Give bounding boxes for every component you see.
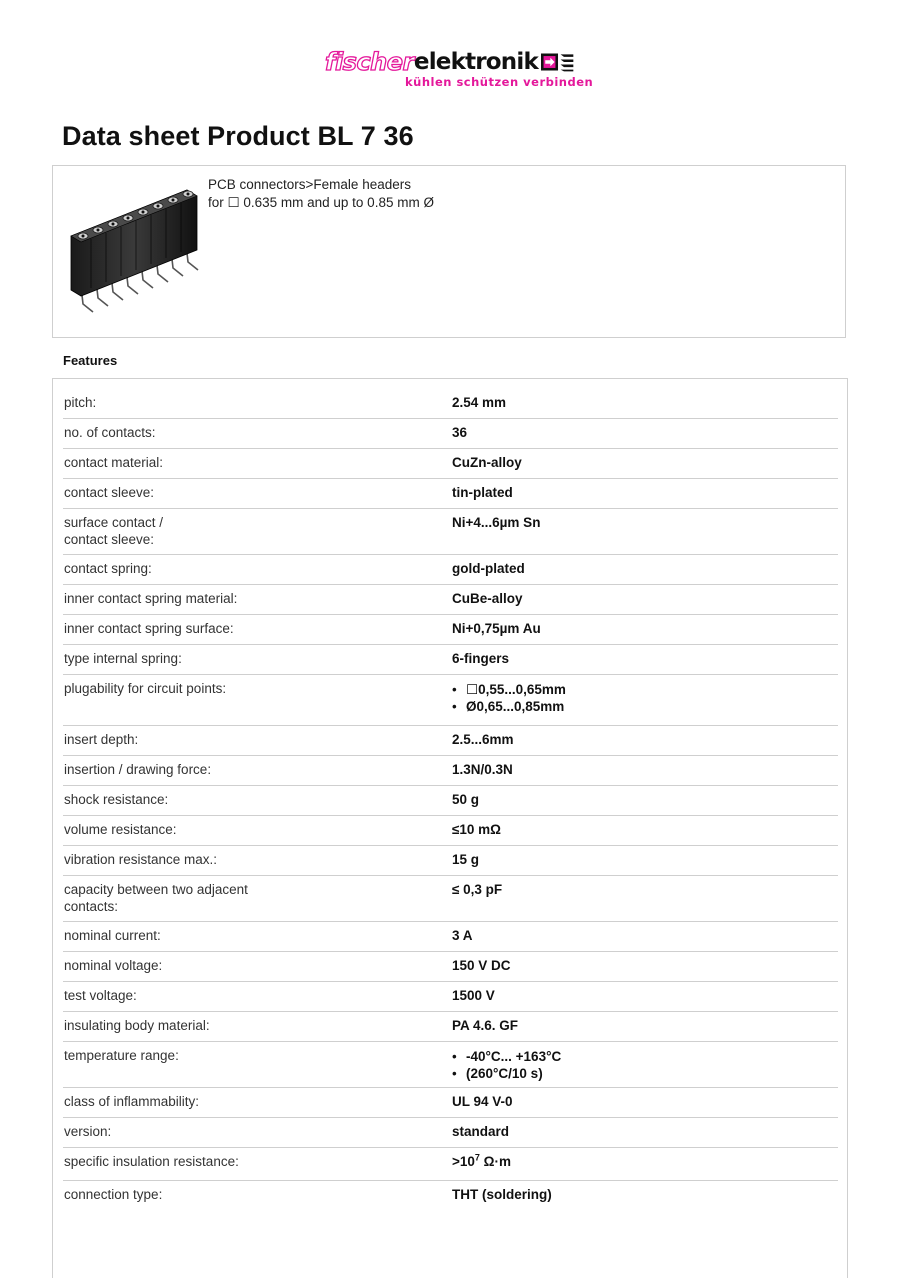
feature-row	[63, 952, 838, 982]
feature-row	[63, 449, 838, 479]
feature-label: shock resistance:	[64, 792, 169, 807]
feature-value: 6-fingers	[452, 651, 510, 666]
feature-value	[451, 1148, 838, 1180]
feature-label: test voltage:	[64, 988, 137, 1003]
product-description: for ☐ 0.635 mm and up to 0.85 mm Ø	[208, 195, 434, 210]
feature-label: pitch:	[64, 395, 97, 410]
feature-row	[63, 585, 838, 615]
feature-row	[63, 756, 838, 786]
feature-label: type internal spring:	[64, 651, 182, 666]
feature-label: inner contact spring material:	[64, 591, 238, 606]
feature-value-exponent: 7	[474, 1152, 480, 1163]
feature-value-item: • ☐0,55...0,65mm	[452, 681, 838, 698]
feature-value-item: • (260°C/10 s)	[452, 1065, 838, 1082]
feature-value: 150 V DC	[452, 958, 511, 973]
feature-label: volume resistance:	[64, 822, 177, 837]
features-heading: Features	[63, 353, 118, 368]
feature-value: 15 g	[452, 852, 480, 867]
feature-row	[63, 876, 838, 922]
feature-label: version:	[64, 1124, 112, 1139]
feature-value: ≤10 mΩ	[452, 822, 502, 837]
feature-value-item: • Ø0,65...0,85mm	[452, 698, 838, 715]
feature-value: 3 A	[452, 928, 473, 943]
feature-row	[63, 419, 838, 449]
feature-value: UL 94 V-0	[452, 1094, 513, 1109]
feature-label: insulating body material:	[64, 1018, 210, 1033]
page-title: Data sheet Product BL 7 36	[62, 121, 414, 151]
feature-value	[451, 1042, 838, 1087]
feature-label: plugability for circuit points:	[64, 681, 227, 696]
feature-row	[63, 1088, 838, 1118]
feature-row	[63, 1148, 838, 1181]
feature-label: vibration resistance max.:	[64, 852, 218, 867]
feature-value: CuZn-alloy	[452, 455, 522, 470]
logo-arrow-icon	[541, 50, 575, 74]
feature-value: Ni+0,75µm Au	[452, 621, 541, 636]
feature-row	[63, 615, 838, 645]
feature-value-unit: Ω·m	[479, 1154, 511, 1169]
feature-value-item: • -40°C... +163°C	[452, 1048, 838, 1065]
feature-row	[63, 846, 838, 876]
feature-value: 2.5...6mm	[452, 732, 514, 747]
feature-label: insertion / drawing force:	[64, 762, 212, 777]
feature-value: CuBe-alloy	[452, 591, 523, 606]
feature-row	[63, 555, 838, 585]
logo-brand-elektronik: elektronik	[413, 49, 538, 75]
feature-label: contact spring:	[64, 561, 152, 576]
feature-value: tin-plated	[452, 485, 513, 500]
feature-row	[63, 982, 838, 1012]
feature-row	[63, 1012, 838, 1042]
feature-value: PA 4.6. GF	[452, 1018, 519, 1033]
feature-row	[63, 1042, 838, 1088]
feature-value: 1.3N/0.3N	[452, 762, 513, 777]
feature-label: surface contact / contact sleeve:	[64, 515, 164, 547]
features-rows	[63, 389, 838, 1211]
feature-row	[63, 389, 838, 419]
feature-value: Ni+4...6µm Sn	[452, 515, 541, 530]
feature-value: 1500 V	[452, 988, 495, 1003]
feature-label: nominal voltage:	[64, 958, 163, 973]
feature-label: nominal current:	[64, 928, 161, 943]
feature-value-base: >10	[452, 1154, 475, 1169]
feature-label: inner contact spring surface:	[64, 621, 234, 636]
features-table	[52, 378, 848, 1278]
feature-row	[63, 1181, 838, 1211]
feature-row	[63, 922, 838, 952]
company-logo	[325, 48, 594, 92]
feature-label: no. of contacts:	[64, 425, 156, 440]
feature-label: capacity between two adjacent contacts:	[64, 882, 248, 914]
category-path: PCB connectors>Female headers	[208, 177, 411, 192]
feature-value: 2.54 mm	[452, 395, 507, 410]
feature-row	[63, 816, 838, 846]
feature-value: 36	[452, 425, 468, 440]
feature-value: gold-plated	[452, 561, 525, 576]
feature-row	[63, 479, 838, 509]
product-category	[208, 176, 434, 212]
feature-row	[63, 645, 838, 675]
feature-label: insert depth:	[64, 732, 139, 747]
logo-tagline: kühlen schützen verbinden	[405, 75, 594, 89]
feature-row	[63, 675, 838, 726]
feature-value: standard	[452, 1124, 510, 1139]
feature-row	[63, 1118, 838, 1148]
feature-value: THT (soldering)	[452, 1187, 552, 1202]
product-summary	[52, 165, 846, 338]
feature-label: temperature range:	[64, 1048, 179, 1063]
logo-brand-fischer: fischer	[325, 48, 414, 76]
feature-label: contact sleeve:	[64, 485, 155, 500]
feature-row	[63, 726, 838, 756]
feature-label: specific insulation resistance:	[64, 1154, 239, 1169]
feature-row	[63, 509, 838, 555]
feature-value: ≤ 0,3 pF	[452, 882, 503, 897]
feature-label: connection type:	[64, 1187, 163, 1202]
feature-value: 50 g	[452, 792, 480, 807]
feature-label: class of inflammability:	[64, 1094, 200, 1109]
feature-value	[451, 675, 838, 725]
feature-label: contact material:	[64, 455, 164, 470]
feature-row	[63, 786, 838, 816]
female-header-product-image	[67, 186, 202, 321]
